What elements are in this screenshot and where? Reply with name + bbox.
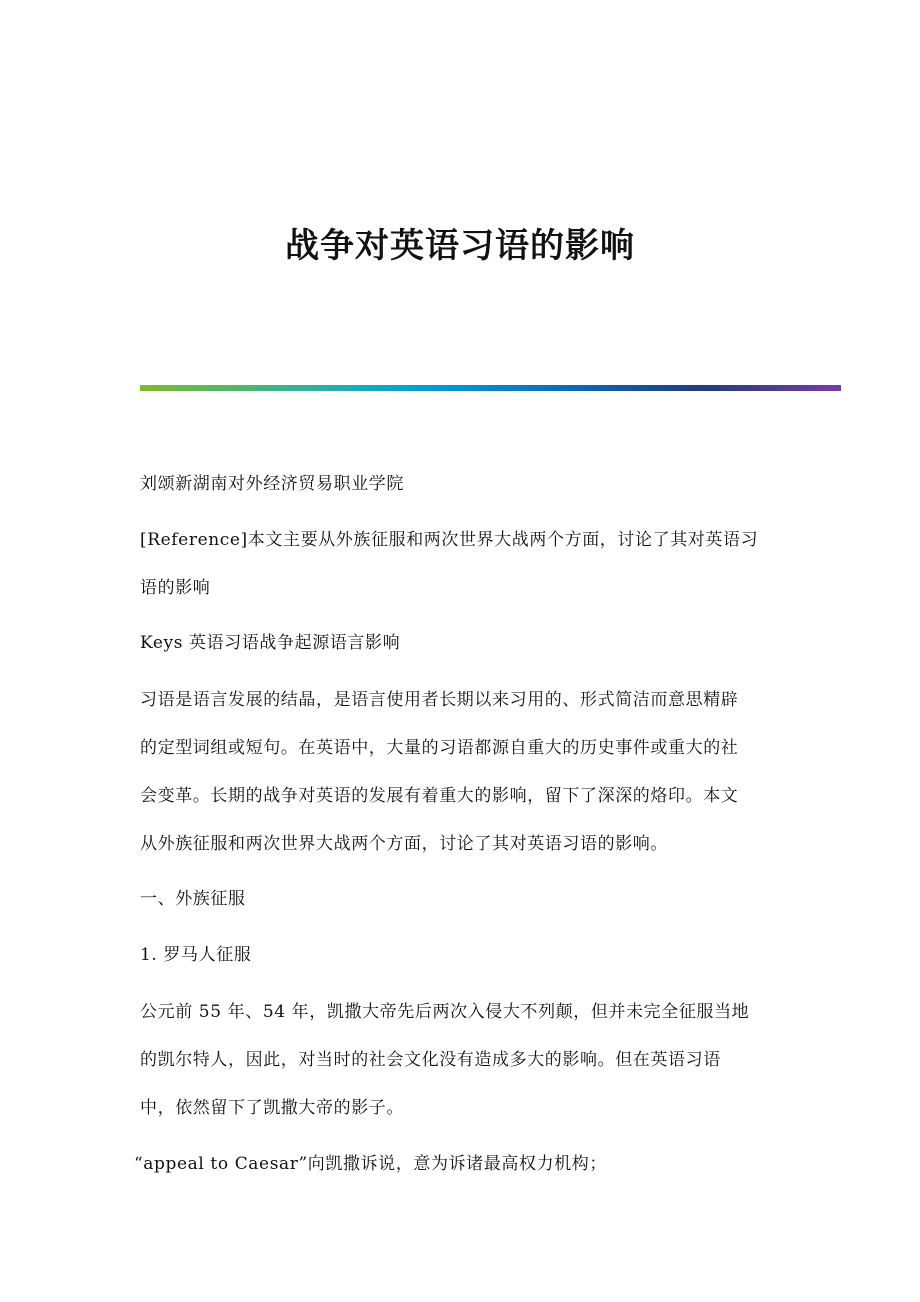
reference-line: [Reference]本文主要从外族征服和两次世界大战两个方面，讨论了其对英语习 [140, 530, 759, 550]
paragraph-line: 公元前 55 年、54 年，凯撒大帝先后两次入侵大不列颠，但并未完全征服当地 [140, 1002, 750, 1022]
subsection-heading: 1. 罗马人征服 [140, 945, 252, 965]
idiom-line: “appeal to Caesar”向凯撒诉说，意为诉诸最高权力机构； [134, 1154, 607, 1174]
author-affiliation: 刘颂新湖南对外经济贸易职业学院 [140, 474, 404, 494]
keywords: Keys 英语习语战争起源语言影响 [140, 633, 401, 653]
section-heading: 一、外族征服 [140, 889, 246, 909]
reference-line: 语的影响 [140, 578, 211, 598]
intro-line: 的定型词组或短句。在英语中，大量的习语都源自重大的历史事件或重大的社 [140, 738, 739, 758]
intro-line: 会变革。长期的战争对英语的发展有着重大的影响，留下了深深的烙印。本文 [140, 786, 739, 806]
document-title: 战争对英语习语的影响 [285, 226, 635, 266]
intro-line: 从外族征服和两次世界大战两个方面，讨论了其对英语习语的影响。 [140, 834, 668, 854]
paragraph-line: 的凯尔特人，因此，对当时的社会文化没有造成多大的影响。但在英语习语 [140, 1050, 721, 1070]
paragraph-line: 中，依然留下了凯撒大帝的影子。 [140, 1098, 404, 1118]
intro-line: 习语是语言发展的结晶，是语言使用者长期以来习用的、形式简洁而意思精辟 [140, 690, 739, 710]
decorative-gradient-divider [140, 385, 841, 391]
